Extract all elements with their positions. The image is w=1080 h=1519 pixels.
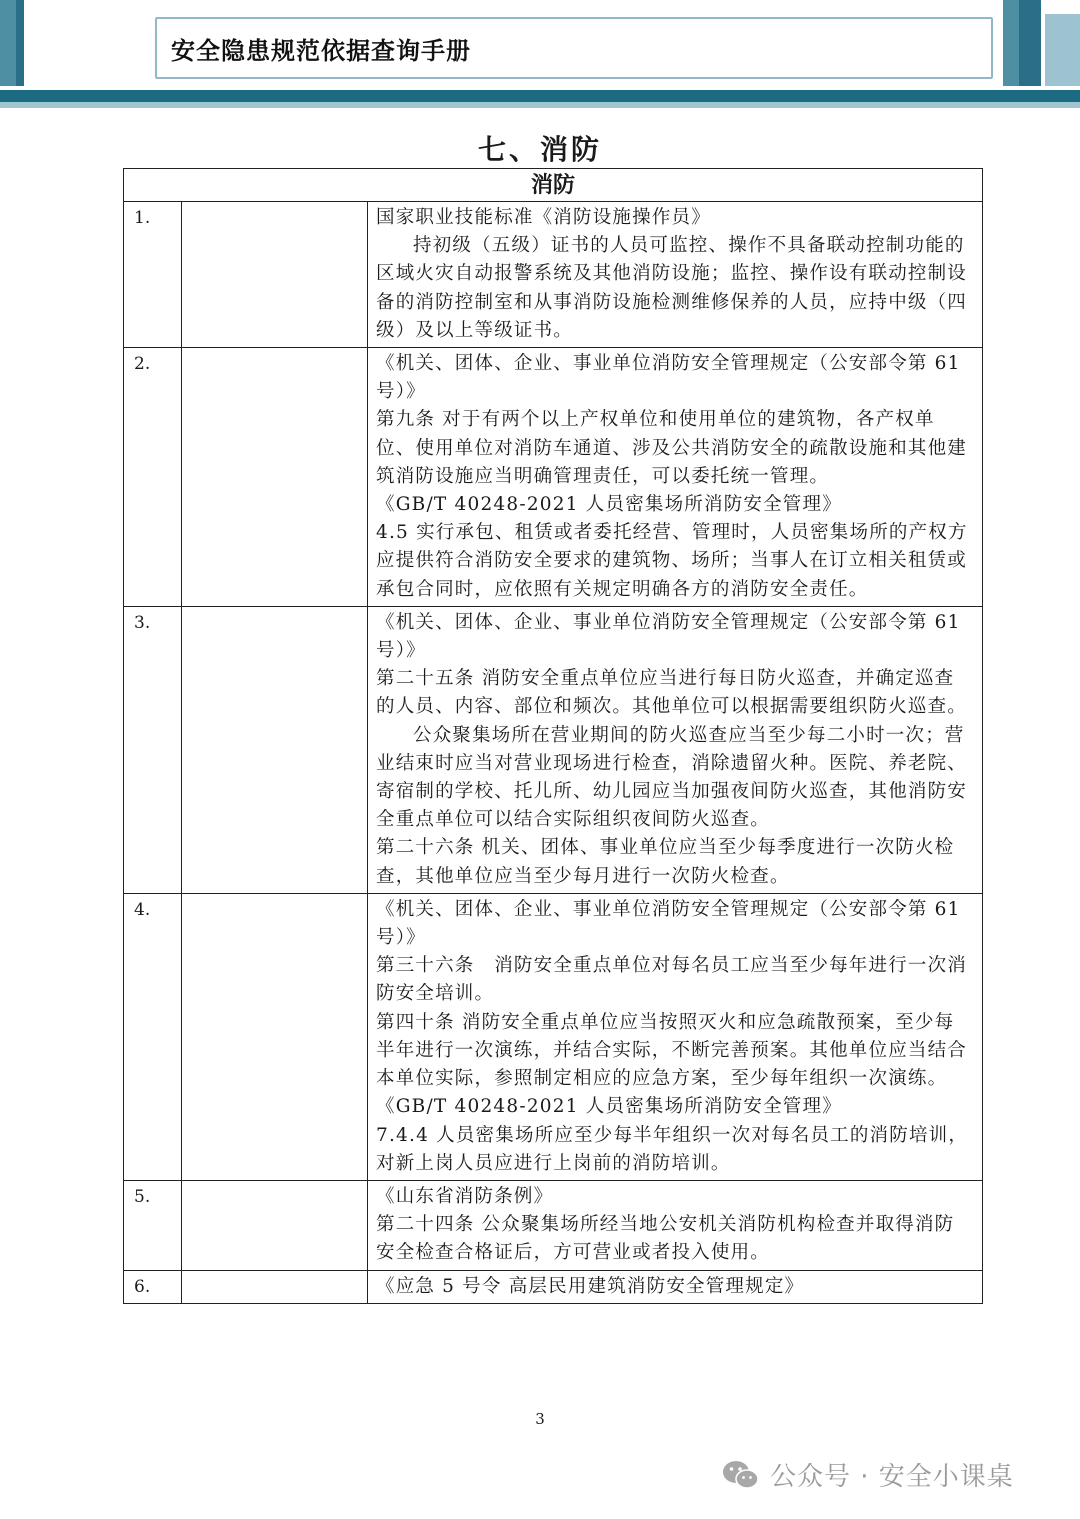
watermark-text: 公众号 · 安全小课桌 — [770, 1462, 1014, 1492]
row-number: 3. — [124, 606, 182, 893]
wechat-icon — [722, 1459, 760, 1491]
table-row — [124, 202, 983, 348]
table-row — [124, 348, 983, 607]
row-content — [368, 348, 983, 607]
table-header-row — [124, 169, 983, 202]
row-number: 1. — [124, 202, 182, 348]
row-content — [368, 893, 983, 1180]
row-blank-cell — [182, 606, 368, 893]
header-block-1 — [1003, 0, 1019, 86]
header-block-3 — [1045, 14, 1080, 86]
row-blank-cell — [182, 1180, 368, 1270]
watermark — [722, 1456, 1014, 1493]
table-row — [124, 606, 983, 893]
content-paragraph: 《山东省消防条例》 — [376, 1185, 554, 1207]
header-stripe-left — [0, 0, 16, 86]
content-paragraph: 第二十六条 机关、团体、事业单位应当至少每季度进行一次防火检查，其他单位应当至少每月进行一次防火检查。 — [376, 837, 955, 887]
header-title: 安全隐患规范依据查询手册 — [171, 37, 471, 65]
table-row — [124, 1180, 983, 1270]
page-number: 3 — [535, 1410, 545, 1428]
table-header: 消防 — [124, 169, 983, 202]
header-stripe-left-dark — [16, 0, 24, 86]
content-paragraph: 第二十五条 消防安全重点单位应当进行每日防火巡查，并确定巡查的人员、内容、部位和频次。其他单位可以根据需要组织防火巡查。 — [376, 668, 968, 718]
row-blank-cell — [182, 893, 368, 1180]
content-paragraph: 第四十条 消防安全重点单位应当按照灭火和应急疏散预案，至少每半年进行一次演练，并结合实际，不断完善预案。其他单位应当结合本单位实际，参照制定相应的应急方案，至少每年组织一次演练。 — [376, 1011, 968, 1090]
row-content — [368, 606, 983, 893]
table-row — [124, 893, 983, 1180]
content-paragraph: 7.4.4 人员密集场所应至少每半年组织一次对每名员工的消防培训，对新上岗人员应进行上岗前的消防培训。 — [376, 1124, 969, 1174]
section-title: 七、消防 — [477, 133, 602, 166]
row-number: 4. — [124, 893, 182, 1180]
row-number: 6. — [124, 1270, 182, 1303]
header-block-2 — [1019, 0, 1041, 86]
content-paragraph: 4.5 实行承包、租赁或者委托经营、管理时，人员密集场所的产权方应提供符合消防安全要求的建筑物、场所；当事人在订立相关租赁或承包合同时，应依照有关规定明确各方的消防安全责任。 — [376, 522, 968, 600]
content-paragraph: 第三十六条 消防安全重点单位对每名员工应当至少每年进行一次消防安全培训。 — [376, 955, 968, 1005]
row-content — [368, 202, 983, 348]
regulation-table — [123, 168, 983, 1304]
content-paragraph: 第二十四条 公众聚集场所经当地公安机关消防机构检查并取得消防安全检查合格证后，方可营业或者投入使用。 — [376, 1214, 955, 1264]
content-paragraph: 第九条 对于有两个以上产权单位和使用单位的建筑物，各产权单位、使用单位对消防车通道、涉及公共消防安全的疏散设施和其他建筑消防设施应当明确管理责任，可以委托统一管理。 — [376, 409, 968, 487]
row-number: 5. — [124, 1180, 182, 1270]
row-blank-cell — [182, 1270, 368, 1303]
content-paragraph: 《机关、团体、企业、事业单位消防安全管理规定（公安部令第 61 号）》 — [376, 353, 961, 403]
content-paragraph: 《机关、团体、企业、事业单位消防安全管理规定（公安部令第 61 号）》 — [376, 611, 961, 662]
table-row — [124, 1270, 983, 1303]
content-paragraph: 《GB/T 40248-2021 人员密集场所消防安全管理》 — [376, 1096, 842, 1118]
content-paragraph: 《机关、团体、企业、事业单位消防安全管理规定（公安部令第 61 号）》 — [376, 898, 961, 949]
header-rule-dark — [0, 90, 1080, 102]
header-title-box — [155, 17, 993, 79]
content-paragraph: 《GB/T 40248-2021 人员密集场所消防安全管理》 — [376, 494, 842, 516]
row-blank-cell — [182, 348, 368, 607]
row-blank-cell — [182, 202, 368, 348]
content-paragraph: 《应急 5 号令 高层民用建筑消防安全管理规定》 — [376, 1275, 805, 1297]
header-rule-light — [0, 102, 1080, 108]
row-content — [368, 1180, 983, 1270]
content-paragraph: 持初级（五级）证书的人员可监控、操作不具备联动控制功能的区域火灾自动报警系统及其他消防设施；监控、操作设有联动控制设备的消防控制室和从事消防设施检测维修保养的人员，应持中级（四级）及以上等级证书。 — [376, 235, 968, 341]
row-content — [368, 1270, 983, 1303]
row-number: 2. — [124, 348, 182, 607]
content-paragraph: 国家职业技能标准《消防设施操作员》 — [376, 207, 711, 228]
content-paragraph: 公众聚集场所在营业期间的防火巡查应当至少每二小时一次；营业结束时应当对营业现场进行检查，消除遗留火种。医院、养老院、寄宿制的学校、托儿所、幼儿园应当加强夜间防火巡查，其他消防安全重点单位可以结合实际组织夜间防火巡查。 — [376, 724, 968, 831]
